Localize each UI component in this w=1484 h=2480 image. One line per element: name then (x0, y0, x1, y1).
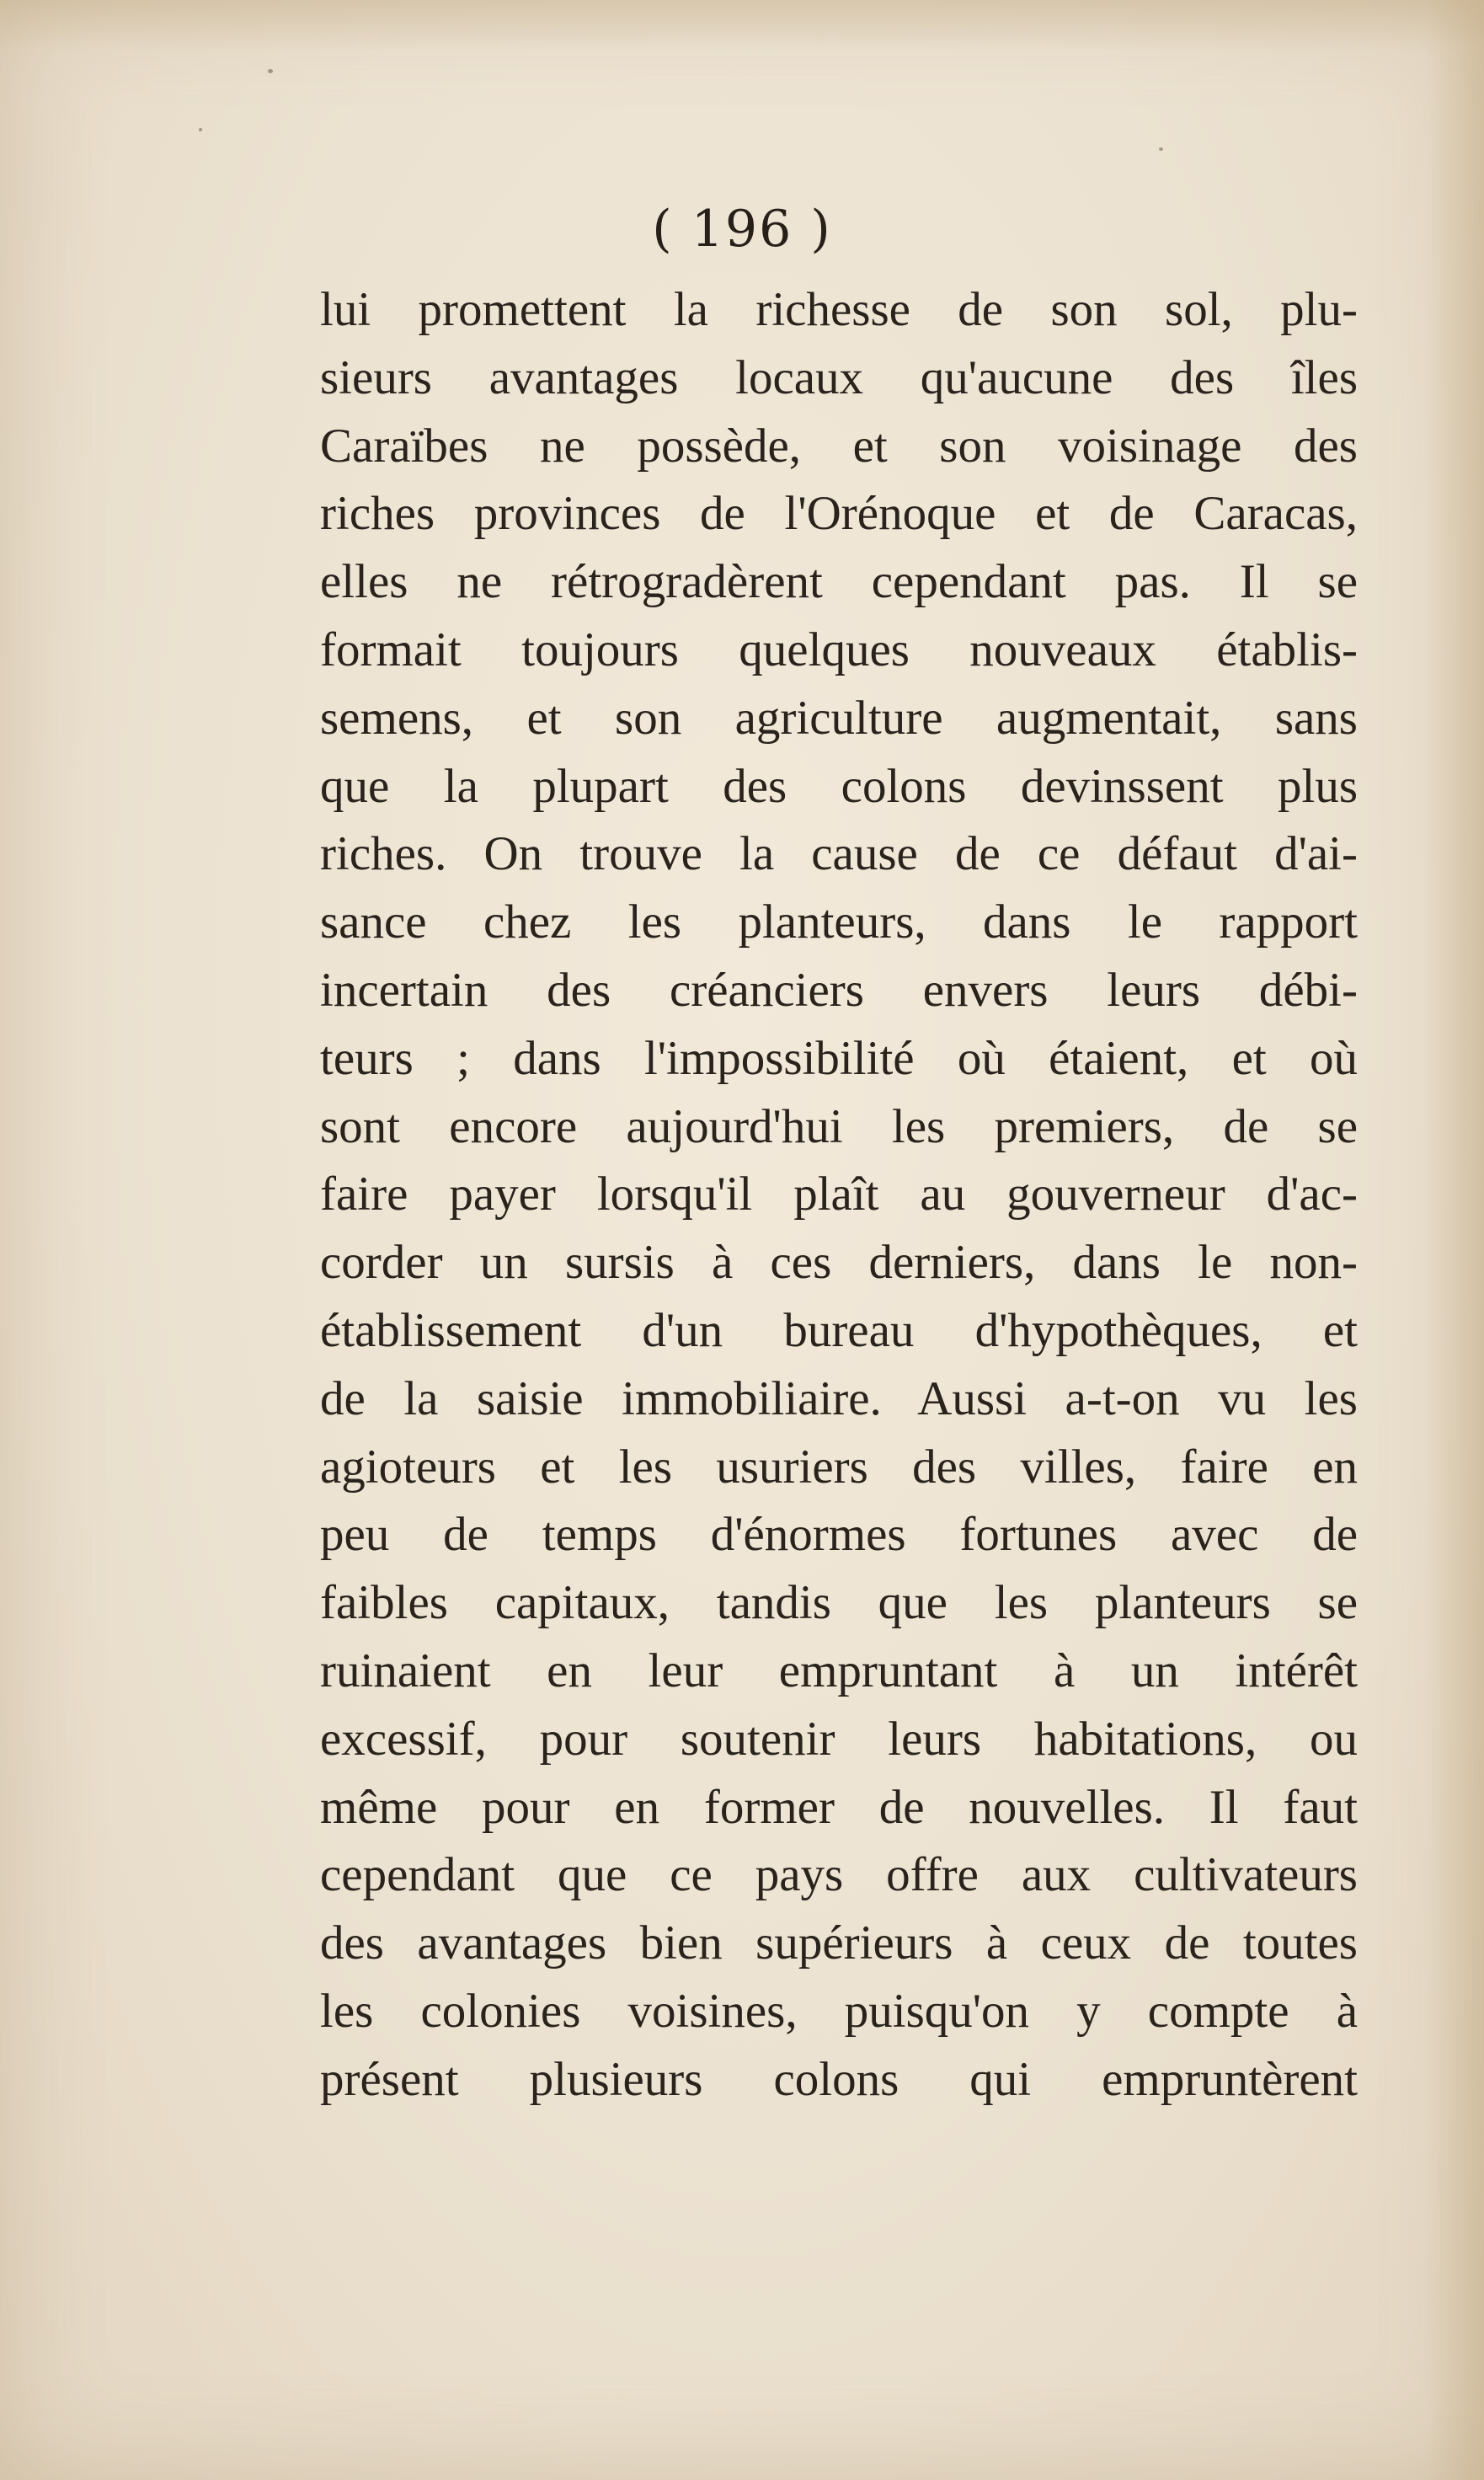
body-text (320, 276, 1358, 2114)
text-line: ruinaient en leur empruntant à un intérêt (320, 1644, 1358, 1697)
text-line: riches. On trouve la cause de ce défaut d'ai- (320, 827, 1358, 881)
paper-speck (199, 128, 202, 131)
text-line: incertain des créanciers envers leurs débi- (320, 963, 1358, 1017)
text-line: que la plupart des colons devinssent plus (320, 759, 1358, 813)
page-edge-shading (1425, 0, 1484, 2480)
text-line: lui promettent la richesse de son sol, plu- (320, 283, 1358, 336)
page-top-shading (0, 0, 1484, 51)
text-line: sieurs avantages locaux qu'aucune des îles (320, 350, 1358, 404)
text-line: excessif, pour soutenir leurs habitations, ou (320, 1712, 1358, 1766)
text-line: semens, et son agriculture augmentait, sans (320, 691, 1358, 745)
text-line: cependant que ce pays offre aux cultivateurs (320, 1848, 1358, 1902)
text-line: sance chez les planteurs, dans le rapport (320, 895, 1358, 949)
text-line: sont encore aujourd'hui les premiers, de se (320, 1099, 1358, 1153)
text-line: teurs ; dans l'impossibilité où étaient, et où (320, 1031, 1358, 1085)
paper-speck (1159, 147, 1163, 151)
text-line: même pour en former de nouvelles. Il faut (320, 1780, 1358, 1834)
text-line: faibles capitaux, tandis que les planteurs se (320, 1576, 1358, 1630)
text-line: les colonies voisines, puisqu'on y compte à (320, 1984, 1358, 2038)
paper-speck (268, 69, 273, 73)
text-line: corder un sursis à ces derniers, dans le non- (320, 1236, 1358, 1290)
text-line: de la saisie immobiliaire. Aussi a-t-on vu les (320, 1371, 1358, 1425)
text-line: des avantages bien supérieurs à ceux de toutes (320, 1916, 1358, 1970)
text-line: faire payer lorsqu'il plaît au gouverneur d'ac- (320, 1168, 1358, 1221)
page-number: ( 196 ) (652, 200, 832, 259)
text-line: présent plusieurs colons qui empruntèrent (320, 2052, 1358, 2106)
text-line: agioteurs et les usuriers des villes, faire en (320, 1440, 1358, 1494)
text-line: elles ne rétrogradèrent cependant pas. Il se (320, 555, 1358, 609)
text-line: Caraïbes ne possède, et son voisinage des (320, 419, 1358, 473)
text-line: riches provinces de l'Orénoque et de Caracas, (320, 487, 1358, 541)
text-line: peu de temps d'énormes fortunes avec de (320, 1508, 1358, 1562)
text-line: établissement d'un bureau d'hypothèques, et (320, 1303, 1358, 1357)
text-line: formait toujours quelques nouveaux établis- (320, 623, 1358, 676)
